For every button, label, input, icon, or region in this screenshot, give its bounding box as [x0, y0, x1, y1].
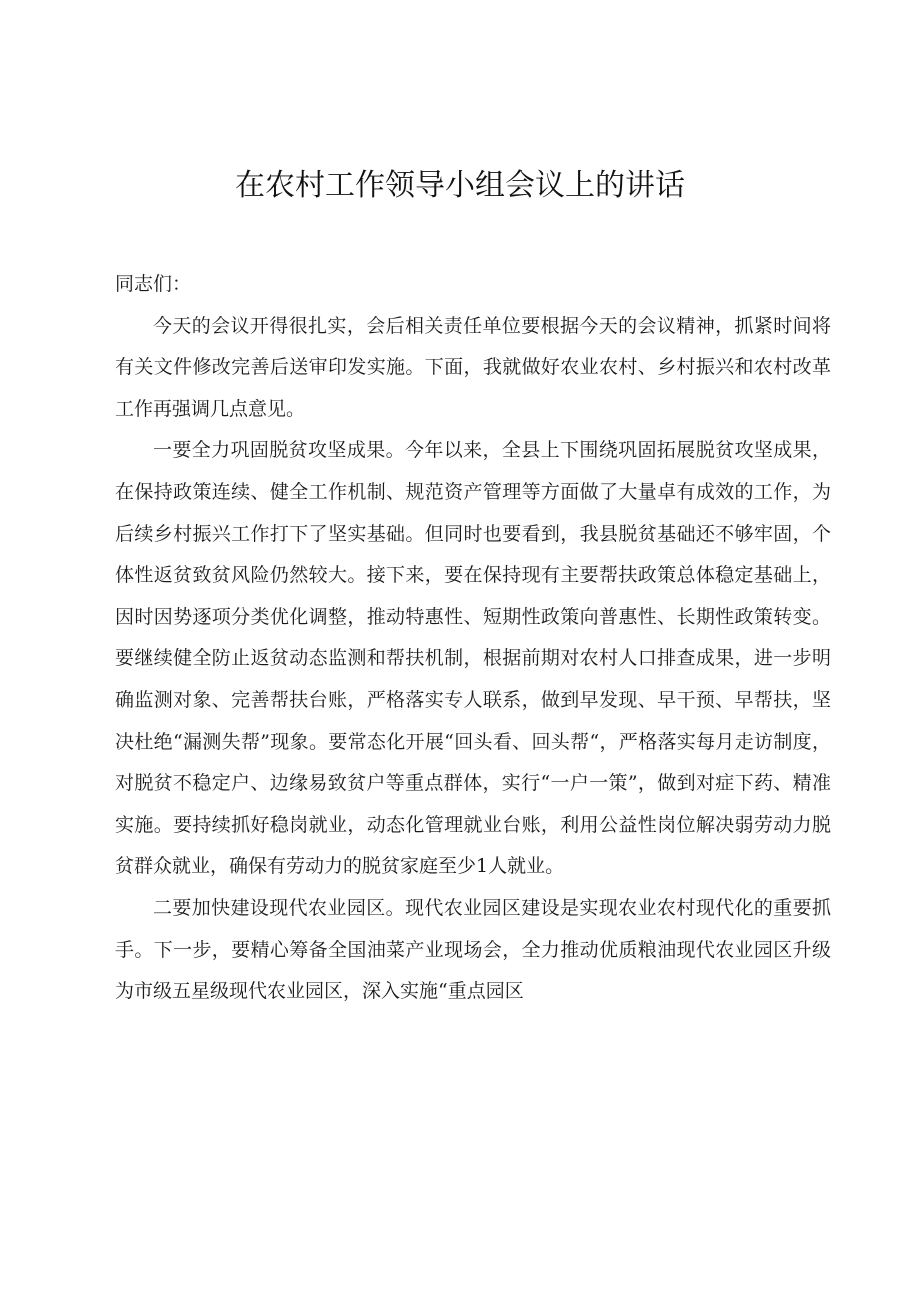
document-body: [115, 264, 831, 1013]
paragraph-poverty-consolidation: 一要全力巩固脱贫攻坚成果。今年以来，全县上下围绕巩固拓展脱贫攻坚成果，在保持政策连续、健全工作机制、规范资产管理等方面做了大量卓有成效的工作，为后续乡村振兴工作打下了坚实基础。但同时也要看到，我县脱贫基础还不够牢固，个体性返贫致贫风险仍然较大。接下来，要在保持现有主要帮扶政策总体稳定基础上，因时因势逐项分类优化调整，推动特惠性、短期性政策向普惠性、长期性政策转变。要继续健全防止返贫动态监测和帮扶机制，根据前期对农村人口排查成果，进一步明确监测对象、完善帮扶台账，严格落实专人联系，做到早发现、早干预、早帮扶，坚决杜绝“漏测失帮”现象。要常态化开展“回头看、回头帮“，严格落实每月走访制度，对脱贫不稳定户、边缘易致贫户等重点群体，实行“一户一策”，做到对症下药、精准实施。要持续抓好稳岗就业，动态化管理就业台账，利用公益性岗位解决弱劳动力脱贫群众就业，确保有劳动力的脱贫家庭至少1人就业。: [115, 439, 831, 878]
document-title: 在农村工作领导小组会议上的讲话: [235, 168, 685, 203]
paragraph-opening: 今天的会议开得很扎实，会后相关责任单位要根据今天的会议精神，抓紧时间将有关文件修改完善后送审印发实施。下面，我就做好农业农村、乡村振兴和农村改革工作再强调几点意见。: [115, 314, 831, 420]
salutation: 同志们：: [115, 273, 192, 295]
paragraph-agricultural-park: 二要加快建设现代农业园区。现代农业园区建设是实现农业农村现代化的重要抓手。下一步，要精心筹备全国油菜产业现场会，全力推动优质粮油现代农业园区升级为市级五星级现代农业园区，深入实施“重点园区: [115, 896, 831, 1003]
